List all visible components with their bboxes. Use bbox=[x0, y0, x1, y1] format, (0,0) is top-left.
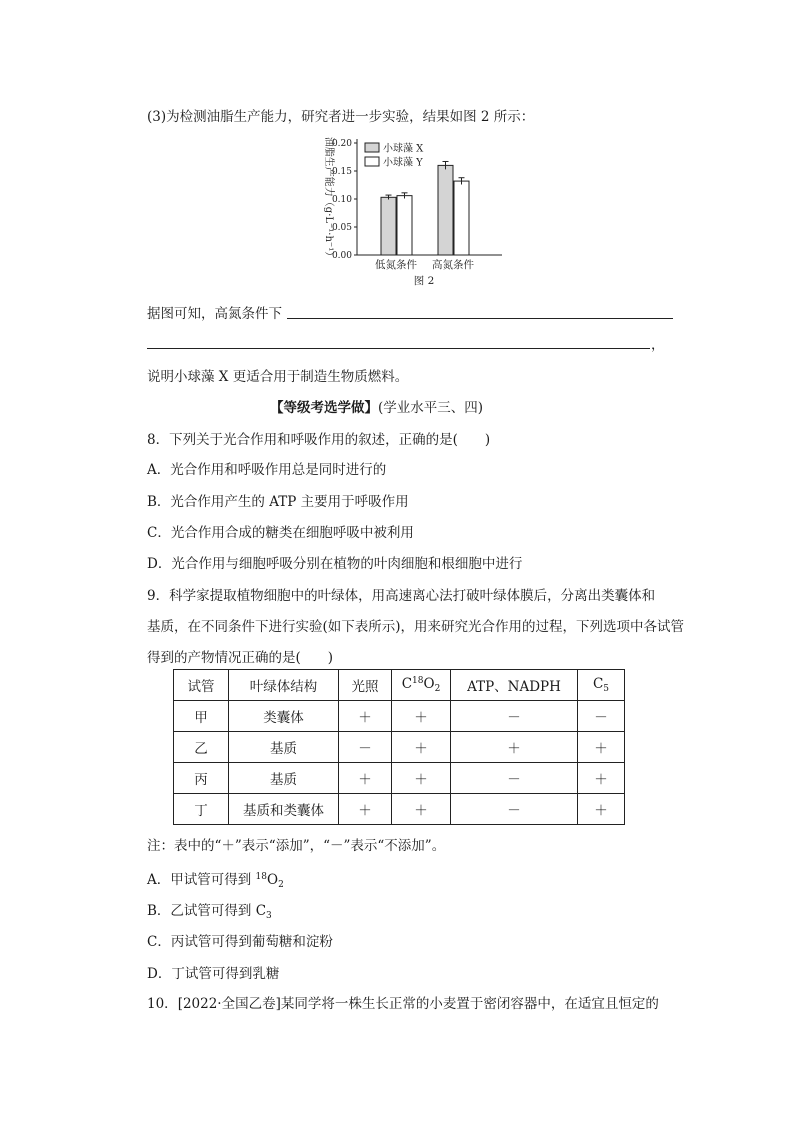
experiment-table bbox=[173, 669, 625, 825]
y-tick-label: 0.00 bbox=[331, 251, 352, 261]
table-row bbox=[174, 701, 625, 732]
y-tick-label: 0.15 bbox=[331, 167, 352, 177]
legend-swatch bbox=[365, 157, 379, 166]
q9-option-b[interactable]: B．乙试管可得到 $C_3$ bbox=[147, 903, 272, 921]
bar bbox=[381, 197, 396, 255]
figure-caption: 图 2 bbox=[413, 275, 435, 287]
q9-stem-line-1: 9．科学家提取植物细胞中的叶绿体，用高速离心法打破叶绿体膜后，分离出类囊体和 bbox=[147, 588, 656, 604]
q9-stem-line-3: 得到的产物情况正确的是( ) bbox=[147, 650, 334, 666]
q9-option-a[interactable]: A．甲试管可得到 $^{18}O_2$ bbox=[147, 872, 284, 890]
header-structure: 叶绿体结构 bbox=[229, 670, 339, 701]
q9-table-note: 注：表中的“＋”表示“添加”，“－”表示“不添加”。 bbox=[147, 838, 446, 854]
q10-text: 某同学将一株生长正常的小麦置于密闭容器中，在适宜且恒定的 bbox=[280, 996, 659, 1012]
cell-structure: 基质 bbox=[229, 763, 339, 794]
q10-stem bbox=[147, 992, 659, 1012]
cell-tube: 乙 bbox=[174, 732, 229, 763]
cell-co2: ＋ bbox=[392, 732, 451, 763]
cell-atp: ＋ bbox=[451, 732, 578, 763]
cell-co2: ＋ bbox=[392, 763, 451, 794]
cell-atp: － bbox=[451, 701, 578, 732]
bar bbox=[397, 196, 412, 255]
cell-tube: 丙 bbox=[174, 763, 229, 794]
header-c5: $C_5$ bbox=[578, 670, 625, 701]
table-header-row bbox=[174, 670, 625, 701]
q9-stem-line-2: 基质，在不同条件下进行实验(如下表所示)，用来研究光合作用的过程，下列选项中各试管 bbox=[147, 619, 685, 635]
section-title: 【等级考选学做】 bbox=[270, 400, 378, 416]
answer-blank-line-1[interactable] bbox=[287, 318, 673, 319]
cell-light: ＋ bbox=[339, 701, 392, 732]
cell-c5: － bbox=[578, 701, 625, 732]
bar bbox=[438, 165, 453, 255]
table-row bbox=[174, 732, 625, 763]
header-tube: 试管 bbox=[174, 670, 229, 701]
cell-structure: 基质 bbox=[229, 732, 339, 763]
cell-light: － bbox=[339, 732, 392, 763]
y-axis-label: 油脂生产能力（g·L⁻¹·h⁻¹） bbox=[323, 136, 334, 262]
x-tick-label: 高氮条件 bbox=[432, 259, 474, 271]
y-tick-label: 0.20 bbox=[331, 139, 352, 149]
q9-option-d[interactable]: D．丁试管可得到乳糖 bbox=[147, 966, 280, 982]
oil-production-bar-chart bbox=[312, 133, 512, 293]
q7-conclusion: 说明小球藻 X 更适合用于制造生物质燃料。 bbox=[147, 369, 409, 385]
legend-label: 小球藻 Y bbox=[383, 157, 423, 169]
cell-tube: 甲 bbox=[174, 701, 229, 732]
cell-co2: ＋ bbox=[392, 701, 451, 732]
q9-option-c[interactable]: C．丙试管可得到葡萄糖和淀粉 bbox=[147, 934, 333, 950]
header-light: 光照 bbox=[339, 670, 392, 701]
cell-structure: 基质和类囊体 bbox=[229, 794, 339, 825]
legend-label: 小球藻 X bbox=[383, 143, 424, 155]
bar bbox=[454, 181, 469, 255]
cell-atp: － bbox=[451, 794, 578, 825]
cell-light: ＋ bbox=[339, 794, 392, 825]
cell-light: ＋ bbox=[339, 763, 392, 794]
header-atp-nadph: ATP、NADPH bbox=[451, 670, 578, 701]
q8-option-c[interactable]: C．光合作用合成的糖类在细胞呼吸中被利用 bbox=[147, 525, 414, 541]
cell-atp: － bbox=[451, 763, 578, 794]
answer-blank-line-2[interactable] bbox=[147, 348, 650, 349]
table-row bbox=[174, 794, 625, 825]
answer-comma: ， bbox=[651, 337, 665, 353]
q8-stem: 8．下列关于光合作用和呼吸作用的叙述，正确的是( ) bbox=[147, 432, 491, 448]
q8-option-d[interactable]: D．光合作用与细胞呼吸分别在植物的叶肉细胞和根细胞中进行 bbox=[147, 556, 523, 572]
cell-tube: 丁 bbox=[174, 794, 229, 825]
q8-option-a[interactable]: A．光合作用和呼吸作用总是同时进行的 bbox=[147, 462, 387, 478]
legend-swatch bbox=[365, 143, 379, 152]
cell-co2: ＋ bbox=[392, 794, 451, 825]
cell-c5: ＋ bbox=[578, 763, 625, 794]
x-tick-label: 低氮条件 bbox=[375, 259, 417, 271]
y-tick-label: 0.05 bbox=[331, 223, 352, 233]
q8-option-b[interactable]: B．光合作用产生的 ATP 主要用于呼吸作用 bbox=[147, 494, 409, 510]
section-level: (学业水平三、四) bbox=[378, 400, 484, 416]
section-header bbox=[270, 396, 483, 416]
q7-answer-prefix: 据图可知，高氮条件下 bbox=[147, 306, 282, 322]
cell-c5: ＋ bbox=[578, 794, 625, 825]
cell-c5: ＋ bbox=[578, 732, 625, 763]
header-c18o2: $C^{18}O_2$ bbox=[392, 670, 451, 701]
q7-part3-intro: (3)为检测油脂生产能力，研究者进一步实验，结果如图 2 所示： bbox=[147, 109, 535, 125]
q10-number: 10． bbox=[147, 996, 178, 1012]
table-row bbox=[174, 763, 625, 794]
q10-source: [2022·全国乙卷] bbox=[177, 996, 281, 1012]
cell-structure: 类囊体 bbox=[229, 701, 339, 732]
y-tick-label: 0.10 bbox=[331, 195, 352, 205]
